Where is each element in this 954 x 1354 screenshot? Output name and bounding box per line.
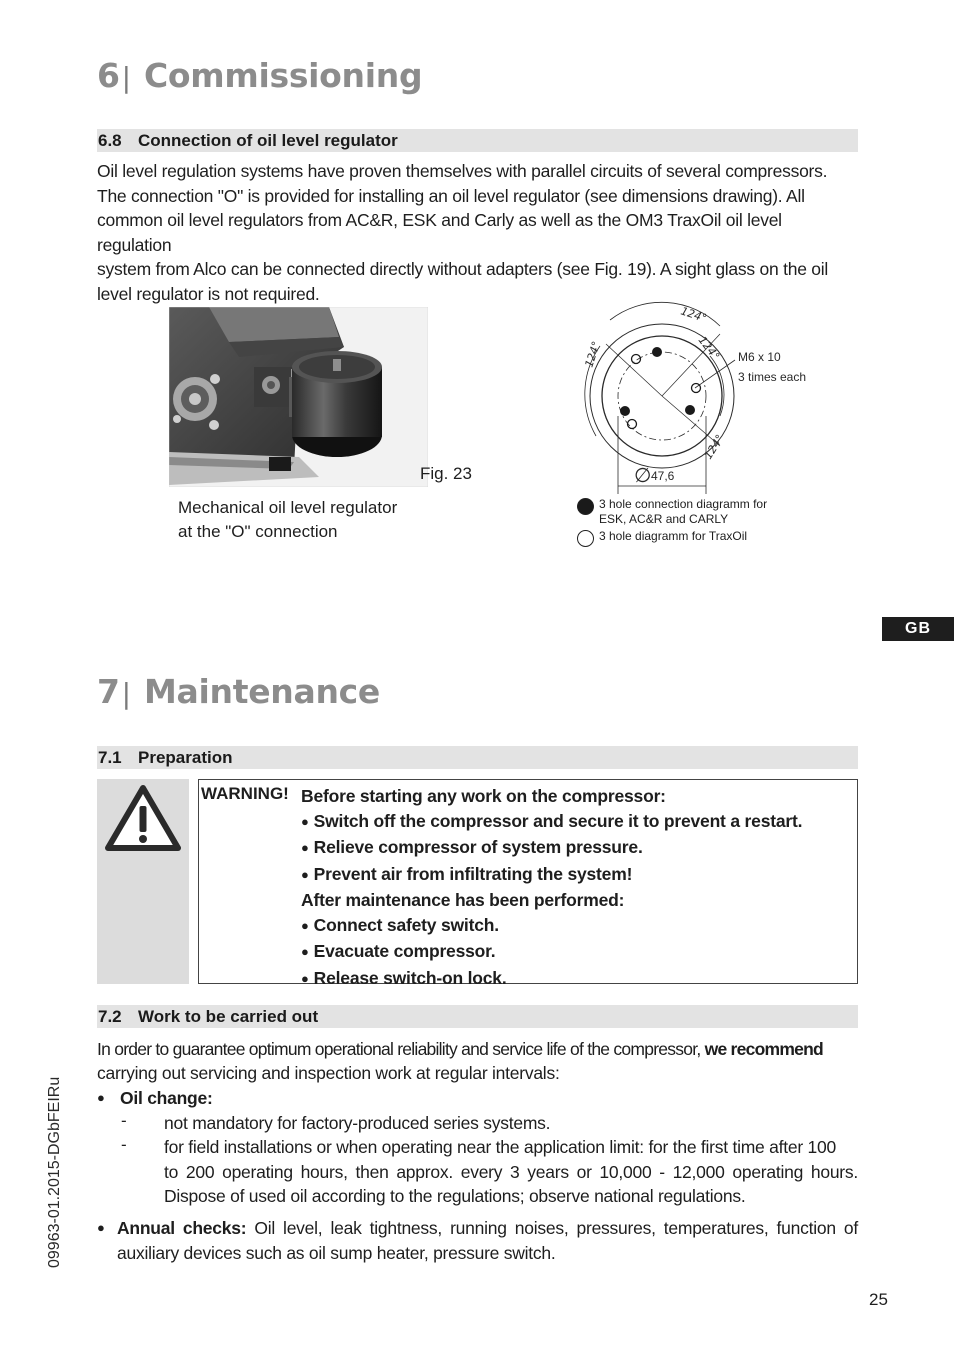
- section-number: 7.1: [98, 748, 122, 767]
- figure-caption: [178, 496, 397, 544]
- section-title: Connection of oil level regulator: [138, 131, 398, 150]
- warning-heading: Before starting any work on the compressor:: [301, 786, 666, 806]
- section-number: 6.8: [98, 131, 122, 150]
- warning-label: WARNING!: [201, 784, 289, 803]
- body-line: common oil level regulators from AC&R, ESK and Carly as well as the OM3 TraxOil oil level regulation: [97, 210, 782, 255]
- chapter-separator: |: [121, 677, 131, 710]
- carly-hole: [652, 347, 662, 357]
- chapter-separator: |: [121, 61, 131, 94]
- annual-text: Oil level, leak tightness, running noises, pressures, temperatures, function of: [254, 1218, 858, 1238]
- carly-hole: [685, 405, 695, 415]
- warning-heading: After maintenance has been performed:: [301, 890, 625, 910]
- section-bar-7-1: [97, 746, 858, 769]
- warning-item: ● Connect safety switch.: [301, 913, 802, 940]
- carly-hole: [620, 406, 630, 416]
- screw-label: M6 x 10: [738, 350, 781, 364]
- diameter-symbol: ∅: [634, 465, 652, 487]
- body-line: level regulator is not required.: [97, 283, 320, 304]
- angle-label-lower-right: 124°: [701, 432, 727, 462]
- angle-label-left: 124°: [582, 339, 604, 369]
- open-circle-icon: [577, 530, 594, 547]
- annual-label: Annual checks:: [117, 1218, 247, 1238]
- oil-regulator-photo: [169, 307, 428, 487]
- section-title: Preparation: [138, 748, 233, 767]
- intro-emphasis: we recommend: [704, 1039, 823, 1059]
- warning-content: [301, 784, 802, 992]
- warning-box: [97, 779, 858, 988]
- body-line: system from Alco can be connected directly without adapters (see Fig. 19). A sight glass on the oil: [97, 259, 829, 280]
- warning-item: ● Release switch-on lock.: [301, 966, 802, 993]
- item-line: to 200 operating hours, then approx. every 3 years or 10,000 - 12,000 operating hours.: [164, 1161, 858, 1182]
- dash-marker: -: [121, 1111, 127, 1130]
- hole-pattern-diagram: [570, 296, 820, 500]
- oil-change-item: not mandatory for factory-produced series systems.: [164, 1113, 551, 1133]
- section-bar-7-2: [97, 1005, 858, 1028]
- traxoil-hole: [628, 420, 637, 429]
- annual-line: [117, 1216, 858, 1241]
- page-number: 25: [869, 1290, 888, 1309]
- traxoil-hole: [632, 355, 641, 364]
- section-bar-6-8: [97, 129, 858, 152]
- oil-change-item: [164, 1135, 858, 1209]
- section-6-8-body: [97, 159, 858, 307]
- intro-line-1: [97, 1037, 858, 1062]
- intro-text: In order to guarantee optimum operational reliability and service life of the compressor,: [97, 1039, 701, 1059]
- legend-line: 3 hole connection diagramm for: [599, 497, 768, 511]
- chapter-number: 7: [97, 672, 120, 711]
- angle-arc-right: [710, 356, 724, 416]
- chapter-number: 6: [97, 56, 120, 95]
- language-tab: GB: [882, 617, 954, 641]
- chapter-heading-commissioning: [97, 56, 422, 95]
- legend-line: ESK, AC&R and CARLY: [599, 512, 729, 526]
- document-code: 09963-01.2015-DGbFEIRu: [46, 1076, 63, 1268]
- warning-item: ● Evacuate compressor.: [301, 939, 802, 966]
- annual-checks: [117, 1216, 858, 1265]
- screw-count: 3 times each: [738, 370, 807, 384]
- item-line: Dispose of used oil according to the regulations; observe national regulations.: [164, 1186, 746, 1207]
- caption-line: at the "O" connection: [178, 522, 338, 541]
- section-number: 7.2: [98, 1007, 122, 1026]
- bullet-dot-icon: ●: [97, 1090, 105, 1105]
- item-line: for field installations or when operating near the application limit: for the first time after 100: [164, 1137, 836, 1157]
- bullet-dot-icon: ●: [97, 1220, 105, 1235]
- oil-change-label: Oil change:: [120, 1088, 213, 1108]
- chapter-title: Commissioning: [144, 56, 423, 95]
- chapter-title: Maintenance: [144, 672, 380, 711]
- dash-marker: -: [121, 1135, 127, 1154]
- caption-line: Mechanical oil level regulator: [178, 498, 398, 517]
- angle-label-top: 124°: [679, 304, 709, 326]
- filled-circle-icon: [577, 498, 594, 515]
- warning-item: ● Relieve compressor of system pressure.: [301, 835, 802, 862]
- intro-line-2: carrying out servicing and inspection work at regular intervals:: [97, 1063, 560, 1083]
- chapter-heading-maintenance: [97, 672, 380, 711]
- legend-open-text: 3 hole diagramm for TraxOil: [599, 529, 748, 543]
- diameter-value: 47,6: [651, 469, 675, 483]
- legend-filled-text: [599, 497, 767, 527]
- body-line: The connection "O" is provided for installing an oil level regulator (see dimensions drawing). All: [97, 185, 805, 206]
- warning-item: ● Switch off the compressor and secure it to prevent a restart.: [301, 809, 802, 836]
- warning-item: ● Prevent air from infiltrating the system!: [301, 862, 802, 889]
- warning-triangle-icon: [105, 784, 181, 852]
- angle-label-upper-right: 124°: [695, 333, 723, 363]
- section-title: Work to be carried out: [138, 1007, 319, 1026]
- warning-icon-panel: [97, 779, 189, 984]
- figure-label: Fig. 23: [420, 464, 472, 483]
- traxoil-hole: [692, 384, 701, 393]
- body-line: Oil level regulation systems have proven themselves with parallel circuits of several compressors.: [97, 161, 828, 181]
- annual-line: auxiliary devices such as oil sump heater, pressure switch.: [117, 1242, 556, 1263]
